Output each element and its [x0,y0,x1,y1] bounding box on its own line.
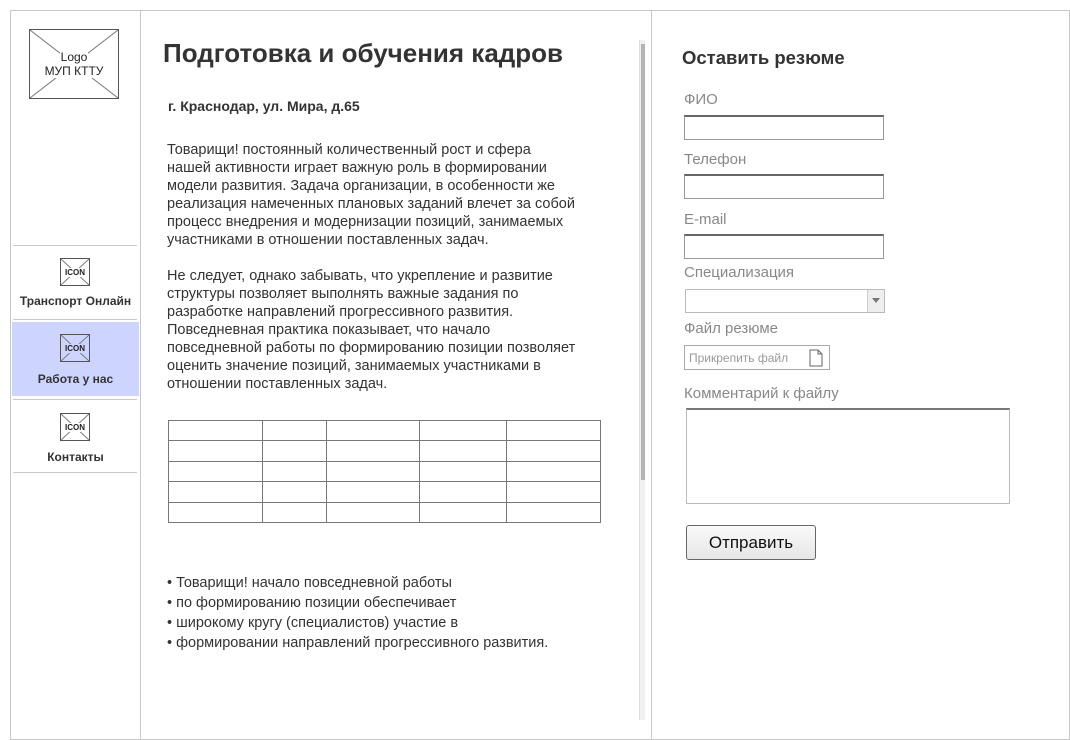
table-row [169,461,601,481]
sidebar-item-label: Транспорт Онлайн [19,294,132,308]
icon-label: ICON [65,343,85,353]
specialization-select[interactable] [685,289,885,313]
phone-input[interactable] [684,174,884,199]
table-cell [169,441,263,461]
table-cell [169,461,263,481]
logo-line-2: МУП КТТУ [44,64,104,78]
file-label: Файл резюме [684,320,779,337]
table-cell [420,502,507,522]
fio-label: ФИО [684,91,718,108]
fio-input[interactable] [684,115,884,140]
submit-button[interactable]: Отправить [686,525,816,560]
table-cell [169,421,263,441]
placeholder-icon [60,334,90,362]
dropdown-button[interactable] [867,290,884,312]
phone-label: Телефон [684,151,747,168]
email-label: E-mail [684,211,727,228]
table-cell [169,482,263,502]
comment-textarea[interactable] [686,408,1010,504]
sidebar-item-label: Контакты [47,450,104,464]
table-cell [326,482,420,502]
sidebar [10,10,141,740]
chevron-down-icon [872,298,880,303]
form-title: Оставить резюме [682,47,845,68]
table-cell [262,482,326,502]
attach-file-label: Прикрепить файл [689,351,789,365]
table-cell [420,441,507,461]
nav-divider [13,319,137,320]
icon-label: ICON [65,422,85,432]
table-cell [262,441,326,461]
table-cell [420,482,507,502]
scrollbar-thumb[interactable] [641,44,645,480]
sidebar-item-label: Работа у нас [37,372,114,386]
sidebar-item-transport-online[interactable] [12,246,139,320]
data-table [168,420,601,523]
table-cell [507,441,601,461]
address: г. Краснодар, ул. Мира, д.65 [168,98,360,114]
logo[interactable] [29,29,119,99]
table-cell [420,461,507,481]
attach-file-button[interactable] [684,345,830,370]
icon-label: ICON [65,267,85,277]
list-item: • Товарищи! начало повседневной работы [167,575,452,591]
list-item: • широкому кругу (специалистов) участие в [167,615,459,631]
list-item: • по формированию позиции обеспечивает [167,595,457,611]
logo-text [30,30,118,98]
table-row [169,421,601,441]
specialization-label: Специализация [684,264,795,281]
table-cell [420,421,507,441]
main-scrollbar[interactable] [639,40,645,720]
sidebar-item-jobs[interactable] [12,322,139,396]
table-cell [262,461,326,481]
table-cell [507,502,601,522]
table-cell [326,441,420,461]
table-cell [507,461,601,481]
bullet-list [167,573,548,653]
placeholder-icon [60,258,90,286]
table-row [169,482,601,502]
table-row [169,502,601,522]
table-cell [262,421,326,441]
table-cell [326,461,420,481]
page-title: Подготовка и обучения кадров [163,38,564,68]
table-cell [507,421,601,441]
sidebar-item-contacts[interactable] [12,402,139,476]
table-cell [262,502,326,522]
table-cell [326,502,420,522]
document-icon [809,349,823,367]
list-item: • формировании направлений прогрессивного развития. [167,635,549,651]
paragraph-1: Товарищи! постоянный количественный рост и сфера нашей активности играет важную роль в формировании модели развития. Задача организации, в особенности же реализация намеченных плановых заданий влечет за собой процесс внедрения и модернизации позиций, занимаемых участниками в отношении поставленных задач. [167,142,575,248]
logo-line-1: Logo [60,50,88,64]
table-cell [326,421,420,441]
table-row [169,441,601,461]
comment-label: Комментарий к файлу [684,385,839,402]
nav-divider [13,472,137,473]
table-cell [507,482,601,502]
paragraph-2: Не следует, однако забывать, что укрепление и развитие структуры позволяет выполнять важные задания по разработке направлений прогрессивного развития. Повседневная практика показывает, что начало повседневной работы по формированию позиции позволяет оценить значение позиций, занимаемых участниками в отношении поставленных задач. [167,268,576,392]
placeholder-icon [60,413,90,441]
email-input[interactable] [684,234,884,259]
table-cell [169,502,263,522]
nav-divider [13,399,137,400]
